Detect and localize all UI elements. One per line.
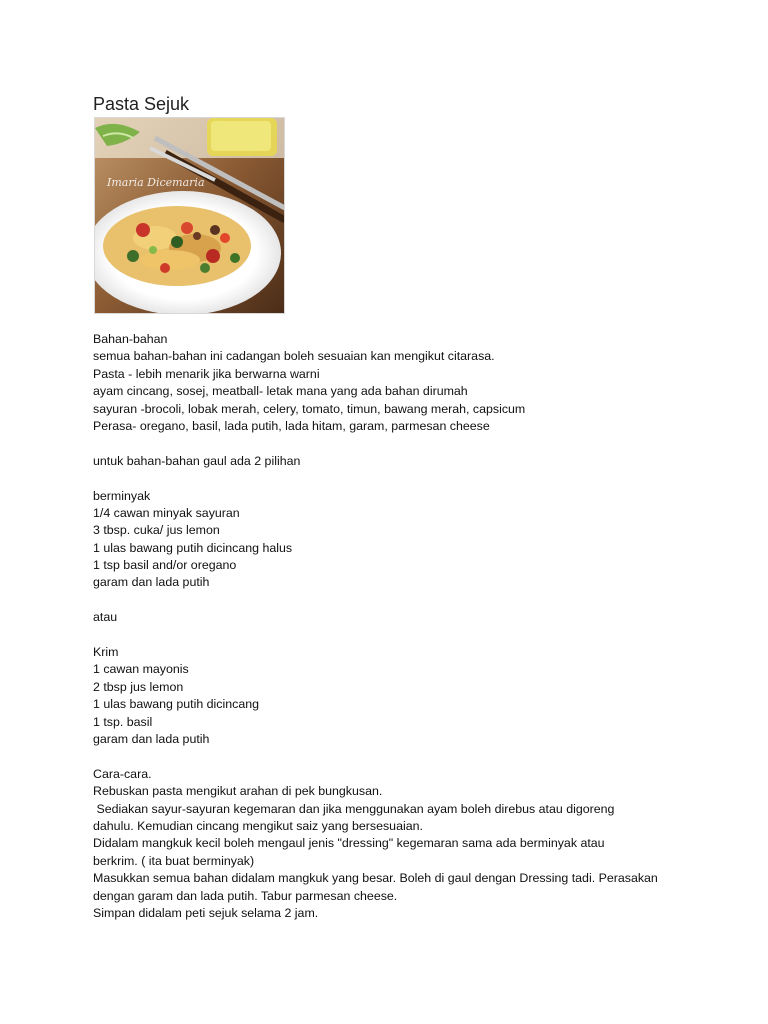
text-line: untuk bahan-bahan gaul ada 2 pilihan bbox=[93, 453, 301, 468]
text-line: 1 tsp. basil bbox=[93, 714, 153, 729]
svg-text:Imaria Dicemaria: Imaria Dicemaria bbox=[107, 176, 205, 189]
text-line: Krim bbox=[93, 645, 119, 660]
text-line: 1 ulas bawang putih dicincang halus bbox=[93, 540, 293, 555]
text-line: Bahan-bahan bbox=[93, 332, 168, 346]
text-line: 3 tbsp. cuka/ jus lemon bbox=[93, 523, 220, 538]
text-line: Perasa- oregano, basil, lada putih, lada hitam, garam, parmesan cheese bbox=[93, 418, 490, 433]
text-line: garam dan lada putih bbox=[93, 731, 210, 746]
paragraph-gap bbox=[93, 592, 693, 609]
text-line: semua bahan-bahan ini cadangan boleh sesuaian kan mengikut citarasa. bbox=[93, 349, 495, 364]
text-line: dahulu. Kemudian cincang mengikut saiz yang bersesuaian. bbox=[93, 818, 423, 833]
text-line: garam dan lada putih bbox=[93, 575, 210, 590]
text-line: Pasta - lebih menarik jika berwarna warni bbox=[93, 366, 320, 381]
page-title: Pasta Sejuk bbox=[93, 94, 190, 114]
text-line: Masukkan semua bahan didalam mangkuk yang besar. Boleh di gaul dengan Dressing tadi. Perasakan bbox=[93, 871, 658, 886]
text-line: 2 tbsp jus lemon bbox=[93, 679, 184, 694]
text-line: berkrim. ( ita buat berminyak) bbox=[93, 853, 255, 868]
text-line: sayuran -brocoli, lobak merah, celery, tomato, timun, bawang merah, capsicum bbox=[93, 401, 526, 416]
recipe-text bbox=[93, 331, 693, 922]
paragraph-gap bbox=[93, 435, 693, 452]
text-line: 1 tsp basil and/or oregano bbox=[93, 558, 237, 573]
paragraph-gap bbox=[93, 748, 693, 765]
text-line: atau bbox=[93, 610, 118, 625]
text-line: dengan garam dan lada putih. Tabur parmesan cheese. bbox=[93, 888, 398, 903]
text-line: Rebuskan pasta mengikut arahan di pek bungkusan. bbox=[93, 784, 383, 799]
text-line: Sediakan sayur-sayuran kegemaran dan jika menggunakan ayam boleh direbus atau digoreng bbox=[93, 801, 615, 816]
text-line: berminyak bbox=[93, 488, 151, 503]
text-line: 1 ulas bawang putih dicincang bbox=[93, 697, 260, 712]
pasta-dish-photo bbox=[94, 117, 285, 314]
text-line: 1 cawan mayonis bbox=[93, 662, 189, 677]
text-line: Cara-cara. bbox=[93, 766, 152, 781]
paragraph-gap bbox=[93, 470, 693, 487]
text-line: Didalam mangkuk kecil boleh mengaul jenis "dressing" kegemaran sama ada berminyak atau bbox=[93, 836, 605, 851]
text-line: ayam cincang, sosej, meatball- letak mana yang ada bahan dirumah bbox=[93, 384, 468, 399]
text-line: Simpan didalam peti sejuk selama 2 jam. bbox=[93, 905, 319, 920]
text-line: 1/4 cawan minyak sayuran bbox=[93, 505, 240, 520]
paragraph-gap bbox=[93, 627, 693, 644]
